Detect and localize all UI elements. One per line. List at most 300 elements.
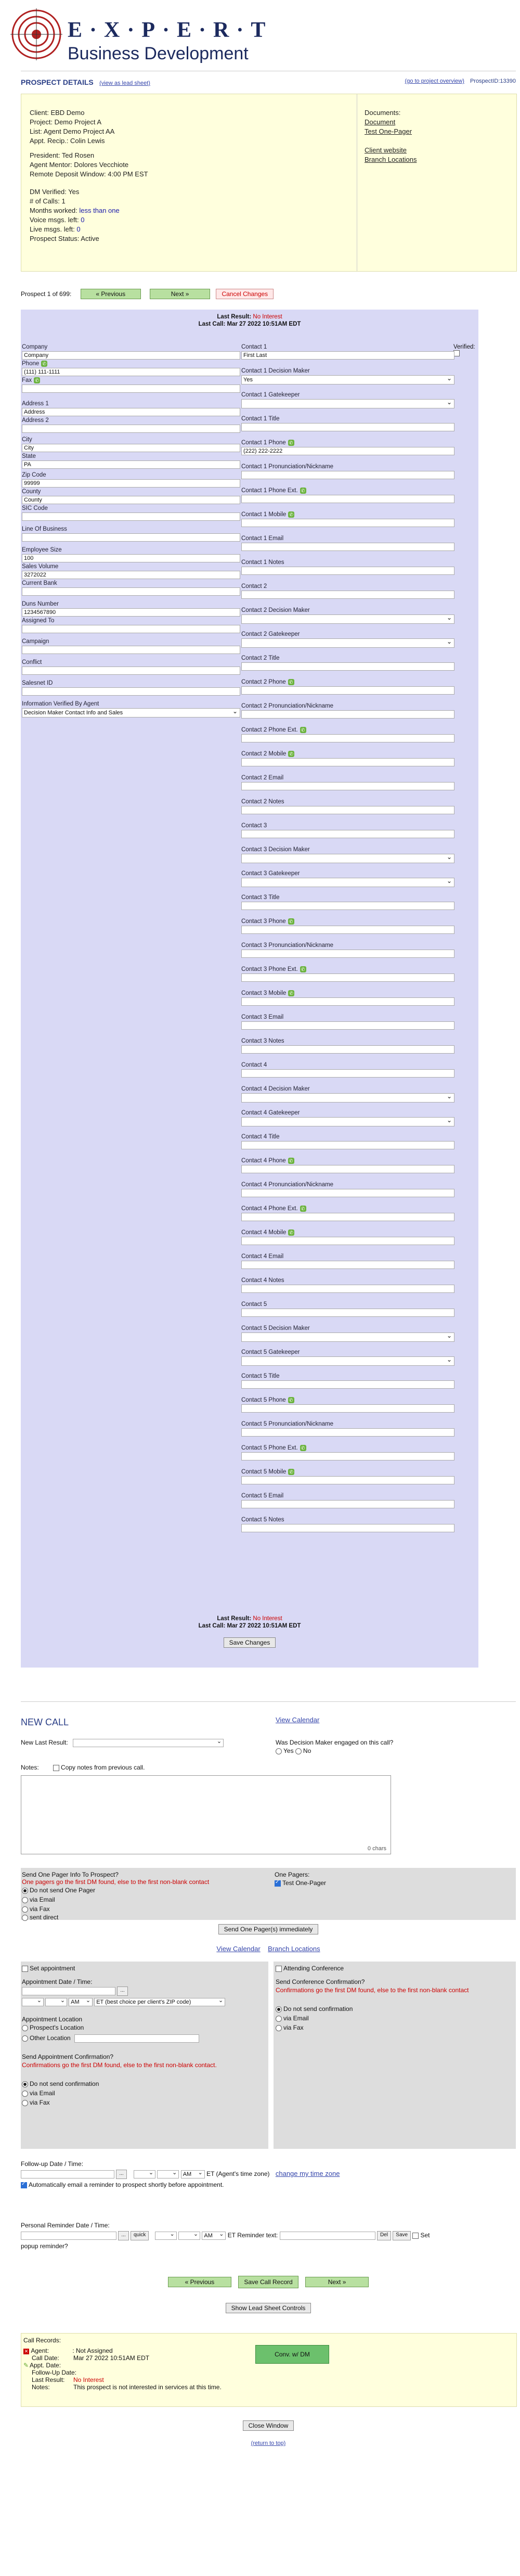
edit-icon[interactable]: ✎ — [23, 2362, 29, 2369]
one-pager-box — [21, 1868, 516, 1920]
field-label: Address 1 — [22, 401, 49, 407]
contact-field-label: Contact 4 Pronunciation/Nickname — [241, 1182, 334, 1188]
field-select[interactable]: Decision Maker Contact Info and Sales ⌄ — [22, 708, 240, 717]
last-result-bottom: Last Result: No Interest — [217, 1616, 282, 1622]
contact-field-label: Contact 4 Email — [241, 1253, 284, 1260]
field-input[interactable]: (111) 111-1111 — [22, 368, 240, 376]
document-link[interactable]: Document — [365, 118, 396, 126]
contact-field-label: Contact 3 Email — [241, 1014, 284, 1020]
contact-field-label: Contact 2 Gatekeeper — [241, 631, 300, 637]
contact-input[interactable]: (222) 222-2222 — [241, 447, 454, 455]
prospects-location-radio[interactable] — [22, 2025, 28, 2031]
followup-tz: ET (Agent's time zone) — [206, 2170, 270, 2178]
contact-input[interactable] — [241, 950, 454, 958]
field-input[interactable]: 100 — [22, 554, 240, 562]
president-line: President: Ted Rosen — [30, 151, 95, 159]
followup-date-input[interactable] — [21, 2170, 114, 2178]
reminder-delete-button[interactable]: Del — [377, 2231, 391, 2240]
agent-mentor-line: Agent Mentor: Dolores Vecchiote — [30, 161, 129, 169]
save-changes-button[interactable]: Save Changes — [224, 1637, 276, 1648]
bottom-previous-button[interactable]: « Previous — [168, 2277, 231, 2287]
phone-icon[interactable]: ✆ — [288, 751, 294, 757]
send-one-pager-heading: Send One Pager Info To Prospect? — [22, 1871, 119, 1878]
delete-icon[interactable]: ✕ — [24, 2349, 29, 2354]
send-one-pager-wrap — [21, 1924, 516, 1934]
phone-icon[interactable]: ✆ — [288, 1469, 294, 1475]
view-calendar-link-2[interactable]: View Calendar — [216, 1945, 261, 1953]
appointment-box — [21, 1962, 268, 2149]
conference-confirmation-label: Send Conference Confirmation? — [276, 1978, 365, 1985]
one-pager-via-fax-radio[interactable] — [22, 1906, 28, 1913]
client-website-link[interactable]: Client website — [365, 146, 407, 154]
contact-input[interactable] — [241, 543, 454, 551]
last-result-top: Last Result: No Interest — [217, 314, 282, 320]
contact-select[interactable] — [241, 399, 454, 408]
one-pager-via-email-radio[interactable] — [22, 1897, 28, 1903]
popup-reminder-checkbox[interactable] — [412, 2233, 419, 2239]
personal-reminder-label: Personal Reminder Date / Time: — [21, 2222, 110, 2229]
appt-recip-line: Appt. Recip.: Colin Lewis — [30, 137, 105, 145]
reminder-save-button[interactable]: Save — [393, 2231, 411, 2240]
close-window-button[interactable]: Close Window — [243, 2420, 294, 2431]
contact-field-label: Contact 1 Notes — [241, 559, 284, 566]
appointment-minute-select[interactable] — [45, 1998, 67, 2006]
contact-field-label: Contact 5 Pronunciation/Nickname — [241, 1421, 334, 1427]
field-input[interactable]: 99999 — [22, 479, 240, 488]
appt-via-email-radio[interactable] — [22, 2091, 28, 2097]
lead-sheet-controls-wrap — [21, 2303, 516, 2313]
field-label: State — [22, 453, 36, 459]
contact-field-label: Contact 3 Notes — [241, 1038, 284, 1044]
popup-reminder-set-label: Set — [420, 2232, 430, 2239]
phone-icon[interactable]: ✆ — [288, 511, 294, 518]
months-worked-line: Months worked: less than one — [30, 207, 120, 214]
save-changes-wrap — [21, 1637, 478, 1648]
call-record-date-row: Call Date: Mar 27 2022 10:51AM EDT — [32, 2354, 150, 2362]
appt-confirmation-warning: Confirmations go the first DM found, else to the first non-blank contact. — [22, 2061, 217, 2069]
contact-input[interactable] — [241, 902, 454, 910]
notes-label-row: Notes: Copy notes from previous call. — [21, 1764, 145, 1771]
appt-no-confirmation-option: Do not send confirmation — [22, 2080, 99, 2087]
contact-select[interactable] — [241, 1332, 454, 1342]
new-last-result-select[interactable] — [73, 1739, 224, 1747]
field-label: Current Bank — [22, 580, 57, 586]
call-record-followup-row: Follow-Up Date: — [32, 2369, 77, 2376]
field-label: Line Of Business — [22, 526, 67, 532]
phone-icon[interactable]: ✆ — [288, 918, 294, 925]
conf-no-confirmation-radio[interactable] — [276, 2006, 282, 2013]
one-pagers-label: One Pagers: — [275, 1871, 310, 1878]
contact-select[interactable] — [241, 1117, 454, 1126]
call-record-notes-row: Notes: This prospect is not interested in services at this time. — [32, 2383, 222, 2391]
field-input[interactable] — [22, 385, 240, 393]
phone-icon[interactable]: ✆ — [300, 488, 306, 494]
contact-input[interactable] — [241, 1285, 454, 1293]
one-pager-warning: One pagers go the first DM found, else to the first non-blank contact — [22, 1878, 210, 1886]
do-not-send-one-pager-radio[interactable] — [22, 1888, 28, 1894]
phone-icon[interactable]: ✆ — [288, 1158, 294, 1164]
phone-icon[interactable]: ✆ — [288, 679, 294, 685]
prospect-details-bar — [21, 78, 516, 87]
prospect-id: ProspectID:13390 — [470, 78, 516, 84]
field-label: Information Verified By Agent — [22, 701, 99, 707]
contact-input[interactable] — [241, 1261, 454, 1269]
field-input[interactable] — [22, 687, 240, 696]
cancel-changes-button[interactable]: Cancel Changes — [216, 289, 274, 299]
contact-field-label: Contact 3 Mobile ✆ — [241, 990, 294, 996]
appointment-hour-select[interactable] — [22, 1998, 44, 2006]
logo-title: E·X·P·E·R·T — [68, 18, 273, 42]
attending-conference-checkbox[interactable] — [276, 1966, 282, 1972]
followup-ampm-select[interactable]: AM ⌄ — [181, 2170, 205, 2178]
conf-via-fax-option: via Fax — [276, 2024, 304, 2031]
contact-select[interactable] — [241, 638, 454, 648]
contact-input[interactable] — [241, 806, 454, 814]
contact-input[interactable] — [241, 1141, 454, 1149]
contact-select[interactable] — [241, 1093, 454, 1103]
contact-field-label: Contact 5 Email — [241, 1493, 284, 1499]
contact-field-label: Contact 4 Notes — [241, 1277, 284, 1284]
contact-field-label: Contact 4 Decision Maker — [241, 1086, 310, 1092]
field-input[interactable]: 1234567890 — [22, 608, 240, 617]
auto-email-reminder-checkbox[interactable] — [21, 2182, 27, 2188]
contact-field-label: Contact 5 Decision Maker — [241, 1325, 310, 1331]
field-label: Fax ✆ — [22, 377, 40, 383]
one-pager-sent-direct-radio[interactable] — [22, 1915, 28, 1921]
appointment-date-row — [22, 1987, 128, 1996]
contact-input[interactable] — [241, 1500, 454, 1508]
field-input[interactable] — [22, 425, 240, 433]
prospect-nav — [21, 289, 274, 299]
documents-divider — [357, 94, 358, 271]
contact-input[interactable] — [241, 782, 454, 790]
contact-field-label: Contact 3 Decision Maker — [241, 847, 310, 853]
contact-field-label: Contact 1 Mobile ✆ — [241, 511, 294, 518]
contact-field-label: Contact 2 Mobile ✆ — [241, 751, 294, 757]
field-label: Sales Volume — [22, 563, 59, 570]
appointment-timezone-select[interactable]: ET (best choice per client's ZIP code) ⌄ — [94, 1998, 225, 2006]
view-calendar-link[interactable]: View Calendar — [276, 1716, 320, 1724]
appt-no-confirmation-radio[interactable] — [22, 2081, 28, 2087]
change-time-zone-link[interactable]: change my time zone — [275, 2170, 340, 2178]
contact-input[interactable] — [241, 1404, 454, 1413]
next-button[interactable]: Next » — [150, 289, 210, 299]
call-record-appt-row: ✎ Appt. Date: — [23, 2362, 61, 2369]
show-lead-sheet-controls-button[interactable]: Show Lead Sheet Controls — [226, 2303, 311, 2313]
new-call-heading: NEW CALL — [21, 1717, 69, 1727]
prospect-status-line: Prospect Status: Active — [30, 235, 99, 242]
appointment-date-input[interactable] — [22, 1987, 115, 1995]
appt-via-email-option: via Email — [22, 2090, 55, 2097]
conf-via-email-radio[interactable] — [276, 2016, 282, 2022]
voice-msgs-line: Voice msgs. left: 0 — [30, 216, 85, 224]
phone-icon[interactable]: ✆ — [288, 1229, 294, 1236]
view-as-lead-sheet-link[interactable]: (view as lead sheet) — [99, 80, 150, 86]
contact-input[interactable] — [241, 423, 454, 431]
field-input[interactable]: 3272022 — [22, 571, 240, 579]
target-icon — [10, 8, 62, 60]
call-records-heading: Call Records: — [23, 2337, 61, 2344]
followup-date-picker-button[interactable]: ... — [116, 2170, 126, 2179]
field-input[interactable] — [22, 625, 240, 633]
followup-label: Follow-up Date / Time: — [21, 2160, 84, 2168]
contact-input[interactable] — [241, 1237, 454, 1245]
calls-line: # of Calls: 1 — [30, 197, 66, 205]
contact-select[interactable]: Yes ⌄ — [241, 375, 454, 385]
call-record-result-row: Last Result: No Interest — [32, 2376, 104, 2383]
contact-select[interactable] — [241, 614, 454, 624]
contact-field-label: Contact 1 Title — [241, 416, 280, 422]
go-to-project-overview-link[interactable]: (go to project overview) — [405, 78, 464, 84]
project-line: Project: Demo Project A — [30, 118, 101, 126]
lead-sheet-panel — [21, 310, 478, 1668]
last-call-top: Last Call: Mar 27 2022 10:51AM EDT — [198, 321, 301, 327]
documents-label: Documents: — [365, 109, 401, 117]
contact-input[interactable] — [241, 830, 454, 838]
personal-reminder-row — [21, 2231, 430, 2240]
appt-via-fax-radio[interactable] — [22, 2100, 28, 2106]
field-input[interactable]: City — [22, 444, 240, 452]
popup-reminder-label: popup reminder? — [21, 2242, 68, 2250]
previous-button[interactable]: « Previous — [81, 289, 141, 299]
field-label: Conflict — [22, 659, 42, 665]
reminder-ampm-select[interactable]: AM ⌄ — [202, 2232, 226, 2240]
other-location-input[interactable] — [74, 2034, 199, 2043]
phone-icon[interactable]: ✆ — [300, 727, 306, 733]
contact-input[interactable] — [241, 1189, 454, 1197]
contact-field-label: Contact 1 Phone ✆ — [241, 440, 294, 446]
contact-field-label: Contact 5 Notes — [241, 1517, 284, 1523]
prospect-info-box — [21, 94, 517, 272]
send-appt-confirmation-label: Send Appointment Confirmation? — [22, 2053, 114, 2060]
field-label: Salesnet ID — [22, 680, 53, 686]
dm-engaged-yes-radio[interactable] — [276, 1748, 282, 1754]
call-record-agent-row: ✕ Agent: : Not Assigned — [24, 2347, 113, 2354]
branch-locations-link[interactable]: Branch Locations — [365, 156, 417, 163]
field-input[interactable] — [22, 646, 240, 654]
one-pager-sent-direct-option: sent direct — [22, 1914, 58, 1921]
field-input[interactable] — [22, 512, 240, 521]
followup-row — [21, 2170, 340, 2179]
reminder-date-input[interactable] — [21, 2232, 116, 2240]
contact-input[interactable] — [241, 997, 454, 1006]
branch-locations-link-2[interactable]: Branch Locations — [268, 1945, 320, 1953]
contact-input[interactable] — [241, 758, 454, 766]
contact-field-label: Contact 4 Gatekeeper — [241, 1110, 300, 1116]
contact-select[interactable] — [241, 1356, 454, 1366]
reminder-minute-select[interactable] — [178, 2232, 200, 2240]
contact-field-label: Contact 2 — [241, 583, 267, 589]
contact-input[interactable] — [241, 686, 454, 695]
contact-field-label: Contact 5 Phone ✆ — [241, 1397, 294, 1403]
contact-input[interactable] — [241, 1452, 454, 1460]
contact-field-label: Contact 3 — [241, 823, 267, 829]
do-not-send-one-pager-option: Do not send One Pager — [22, 1887, 95, 1894]
dm-engaged-radios: Yes No — [276, 1747, 311, 1754]
prospects-location-option: Prospect's Location — [22, 2024, 84, 2031]
test-one-pager-checkbox[interactable] — [275, 1880, 281, 1887]
contact-input[interactable] — [241, 662, 454, 671]
contact-field-label: Contact 1 Decision Maker — [241, 368, 310, 374]
field-input[interactable] — [22, 533, 240, 542]
list-line: List: Agent Demo Project AA — [30, 127, 115, 135]
contact-field-label: Contact 2 Phone Ext. ✆ — [241, 727, 306, 733]
contact-field-label: Contact 5 Gatekeeper — [241, 1349, 300, 1355]
bottom-next-button[interactable]: Next » — [305, 2277, 369, 2287]
reminder-text-label: ET Reminder text: — [227, 2232, 278, 2239]
contact-select[interactable] — [241, 854, 454, 863]
conv-with-dm-badge: Conv. w/ DM — [255, 2345, 329, 2364]
field-input[interactable]: Address — [22, 408, 240, 416]
reminder-text-input[interactable] — [280, 2232, 375, 2240]
contact-field-label: Contact 3 Gatekeeper — [241, 870, 300, 877]
copy-notes-checkbox[interactable] — [53, 1765, 59, 1771]
notes-textarea[interactable] — [21, 1775, 391, 1854]
contact-input[interactable] — [241, 1380, 454, 1389]
contact-field-label: Contact 4 Title — [241, 1134, 280, 1140]
field-label: Campaign — [22, 638, 49, 645]
phone-icon[interactable]: ✆ — [300, 1445, 306, 1451]
contact-field-label: Contact 4 — [241, 1062, 267, 1068]
contact-field-label: Contact 5 Phone Ext. ✆ — [241, 1445, 306, 1451]
appointment-date-label: Appointment Date / Time: — [22, 1978, 93, 1985]
appointment-date-picker-button[interactable]: ... — [117, 1987, 127, 1996]
reminder-quick-button[interactable]: quick — [131, 2231, 149, 2240]
field-input[interactable]: County — [22, 496, 240, 504]
contact-field-label: Contact 5 Mobile ✆ — [241, 1469, 294, 1475]
call-records-box — [21, 2333, 517, 2407]
prospect-counter: Prospect 1 of 699: — [21, 290, 72, 298]
contact-field-label: Contact 2 Pronunciation/Nickname — [241, 703, 334, 709]
phone-icon[interactable]: ✆ — [300, 966, 306, 972]
followup-minute-select[interactable] — [157, 2170, 179, 2178]
contact-input[interactable] — [241, 591, 454, 599]
dm-engaged-no-radio[interactable] — [295, 1748, 302, 1754]
divider — [21, 1701, 516, 1702]
contact-input[interactable] — [241, 1069, 454, 1078]
new-last-result-row: New Last Result: ⌄ — [21, 1739, 224, 1747]
calendar-links — [21, 1945, 516, 1953]
contact-field-label: Contact 4 Phone Ext. ✆ — [241, 1206, 306, 1212]
contact-select[interactable] — [241, 878, 454, 887]
contact-input[interactable] — [241, 471, 454, 479]
prospect-details-title: PROSPECT DETAILS — [21, 78, 94, 86]
save-call-record-button[interactable]: Save Call Record — [238, 2276, 298, 2288]
remote-deposit-line: Remote Deposit Window: 4:00 PM EST — [30, 170, 148, 178]
contact-field-label: Contact 5 Title — [241, 1373, 280, 1379]
contact-input[interactable]: First Last — [241, 351, 454, 360]
contact-field-label: Contact 1 Pronunciation/Nickname — [241, 464, 334, 470]
set-appointment-checkbox[interactable] — [22, 1966, 28, 1972]
attending-conference-option: Attending Conference — [276, 1965, 344, 1972]
other-location-option: Other Location — [22, 2034, 199, 2043]
other-location-radio[interactable] — [22, 2035, 28, 2042]
send-one-pager-button[interactable]: Send One Pager(s) immediately — [218, 1924, 319, 1934]
contact-field-label: Contact 1 Email — [241, 535, 284, 542]
reminder-hour-select[interactable] — [155, 2232, 177, 2240]
contact-field-label: Contact 2 Decision Maker — [241, 607, 310, 613]
field-input[interactable]: PA — [22, 460, 240, 469]
followup-hour-select[interactable] — [134, 2170, 155, 2178]
conf-no-confirmation-option: Do not send confirmation — [276, 2005, 353, 2013]
contact-input[interactable] — [241, 1045, 454, 1054]
dm-verified-line: DM Verified: Yes — [30, 188, 80, 196]
test-one-pager-option: ✓Test One-Pager — [275, 1879, 326, 1887]
contact-input[interactable] — [241, 734, 454, 742]
contact-input[interactable] — [241, 926, 454, 934]
phone-icon[interactable]: ✆ — [300, 1206, 306, 1212]
field-label: Zip Code — [22, 472, 46, 478]
appointment-location-label: Appointment Location — [22, 2016, 83, 2023]
conf-via-fax-radio[interactable] — [276, 2025, 282, 2031]
contact-input[interactable] — [241, 1213, 454, 1221]
reminder-date-picker-button[interactable]: ... — [118, 2231, 128, 2240]
phone-icon[interactable]: ✆ — [288, 440, 294, 446]
appointment-ampm-select[interactable]: AM ⌄ — [69, 1998, 93, 2006]
contact-field-label: Contact 1 — [241, 344, 267, 350]
contact-field-label: Contact 4 Mobile ✆ — [241, 1229, 294, 1236]
contact-input[interactable] — [241, 973, 454, 982]
contact-input[interactable] — [241, 1476, 454, 1484]
last-call-bottom: Last Call: Mar 27 2022 10:51AM EDT — [198, 1623, 301, 1629]
chars-counter: 0 chars — [367, 1846, 386, 1852]
appt-via-fax-option: via Fax — [22, 2099, 50, 2106]
field-input[interactable] — [22, 587, 240, 596]
contact-input[interactable] — [241, 495, 454, 503]
contact-field-label: Contact 5 — [241, 1301, 267, 1308]
field-input[interactable]: Company — [22, 351, 240, 360]
contact-field-label: Contact 2 Notes — [241, 799, 284, 805]
contact-input[interactable] — [241, 1309, 454, 1317]
conference-box — [274, 1962, 516, 2149]
field-label: Phone ✆ — [22, 361, 47, 367]
phone-icon[interactable]: ✆ — [288, 990, 294, 996]
field-label: Address 2 — [22, 417, 49, 424]
contact-field-label: Contact 1 Phone Ext. ✆ — [241, 488, 306, 494]
contact-input[interactable] — [241, 1524, 454, 1532]
appointment-time-row — [22, 1998, 225, 2006]
phone-icon[interactable]: ✆ — [34, 377, 40, 383]
logo — [10, 8, 273, 66]
contact-input[interactable] — [241, 1165, 454, 1173]
contact-input[interactable] — [241, 519, 454, 527]
conference-warning: Confirmations go the first DM found, else to the first non-blank contact — [276, 1987, 469, 1994]
client-line: Client: EBD Demo — [30, 109, 85, 117]
field-label: County — [22, 489, 41, 495]
bottom-nav — [21, 2276, 516, 2288]
test-one-pager-link[interactable]: Test One-Pager — [365, 127, 412, 135]
contact-input[interactable] — [241, 567, 454, 575]
field-label: Company — [22, 344, 48, 350]
field-label: City — [22, 437, 32, 443]
phone-icon[interactable]: ✆ — [41, 361, 47, 367]
auto-email-reminder-option: ✓Automatically email a reminder to prospect shortly before appointment. — [21, 2181, 224, 2188]
set-appointment-option: Set appointment — [22, 1965, 75, 1972]
contact-input[interactable] — [241, 1021, 454, 1030]
one-pager-via-email-option: via Email — [22, 1896, 55, 1903]
conf-via-email-option: via Email — [276, 2015, 309, 2022]
return-to-top-link[interactable]: (return to top) — [251, 2440, 286, 2446]
field-input[interactable] — [22, 667, 240, 675]
one-pager-via-fax-option: via Fax — [22, 1905, 50, 1913]
contact-input[interactable] — [241, 1428, 454, 1437]
contact-field-label: Contact 3 Phone Ext. ✆ — [241, 966, 306, 972]
phone-icon[interactable]: ✆ — [288, 1397, 294, 1403]
field-label: Assigned To — [22, 618, 55, 624]
contact-input[interactable] — [241, 710, 454, 719]
live-msgs-line: Live msgs. left: 0 — [30, 225, 81, 233]
dm-engaged-question: Was Decision Maker engaged on this call? — [276, 1739, 394, 1746]
